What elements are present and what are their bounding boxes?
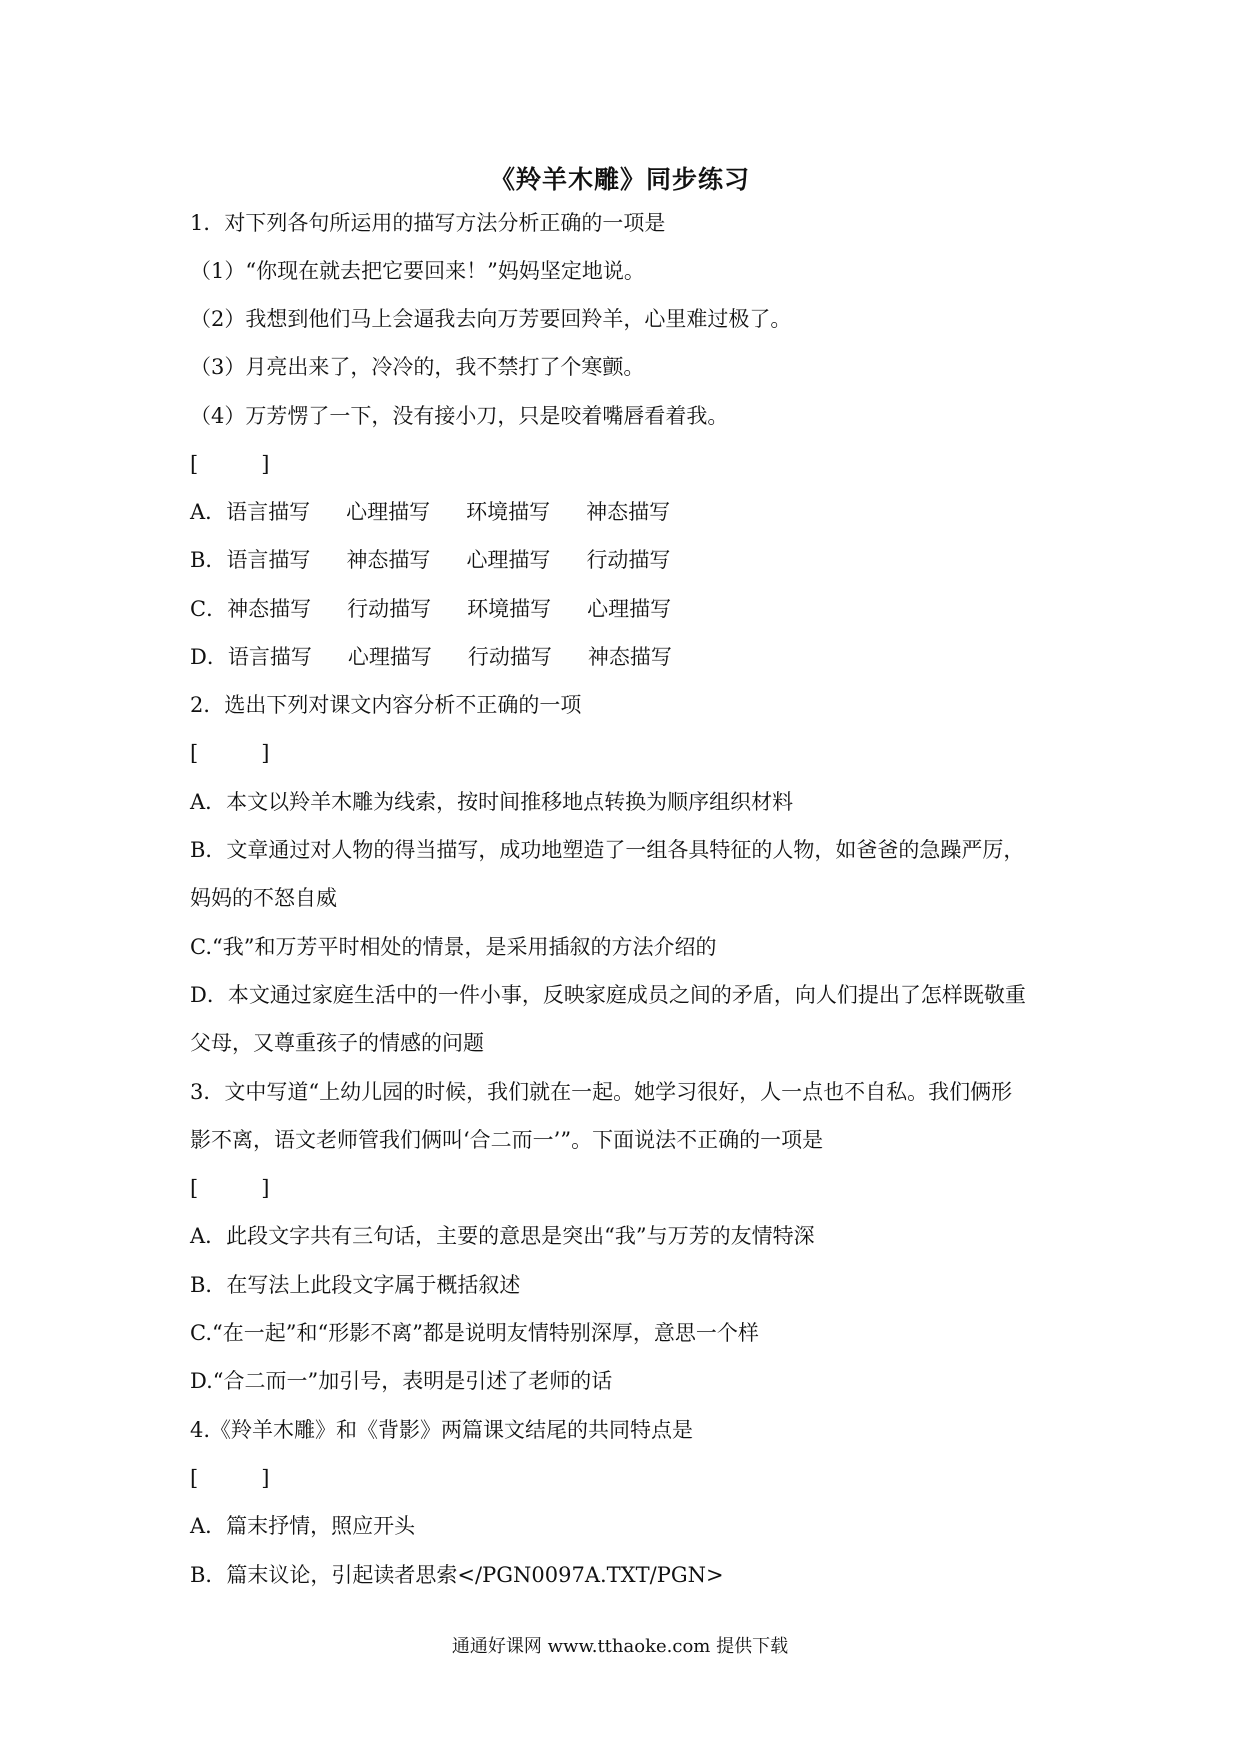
q1-option-a	[190, 497, 1070, 527]
option-item: 环境描写	[467, 597, 552, 621]
option-item: 语言描写	[227, 645, 312, 669]
page-title: 《羚羊木雕》同步练习	[489, 165, 750, 194]
option-letter: D．	[190, 645, 228, 669]
q3-option-c: C.“在一起”和“形影不离”都是说明友情特别深厚，意思一个样	[190, 1321, 759, 1345]
option-item: 语言描写	[226, 548, 311, 572]
option-item: 语言描写	[226, 500, 311, 524]
option-item: 行动描写	[586, 548, 671, 572]
q2-option-b-line1: B．文章通过对人物的得当描写，成功地塑造了一组各具特征的人物，如爸爸的急躁严厉，	[190, 838, 1025, 862]
q4-option-a: A．篇末抒情，照应开头	[190, 1514, 416, 1538]
q3-option-a: A．此段文字共有三句话，主要的意思是突出“我”与万芳的友情特深	[190, 1224, 815, 1248]
q1-option-b	[190, 545, 1070, 575]
q1-option-d	[190, 642, 1070, 672]
option-item: 心理描写	[587, 597, 672, 621]
option-letter: B．	[190, 548, 227, 572]
q1-sentence-2: （2）我想到他们马上会逼我去向万芳要回羚羊，心里难过极了。	[190, 307, 792, 331]
q4-option-b: B．篇末议论，引起读者思索</PGN0097A.TXT/PGN>	[190, 1563, 724, 1587]
page-footer: 通通好课网 www.tthaoke.com 提供下载	[451, 1636, 789, 1657]
q2-option-b-line2: 妈妈的不怒自威	[190, 886, 337, 910]
option-item: 神态描写	[346, 548, 431, 572]
q2-answer-bracket: [ ]	[190, 741, 270, 765]
q4-answer-bracket: [ ]	[190, 1466, 270, 1490]
q2-stem: 2．选出下列对课文内容分析不正确的一项	[190, 693, 582, 717]
q1-option-c	[190, 594, 1070, 624]
q4-stem: 4.《羚羊木雕》和《背影》两篇课文结尾的共同特点是	[190, 1418, 694, 1442]
option-letter: A．	[190, 500, 227, 524]
q2-option-c: C.“我”和万芳平时相处的情景，是采用插叙的方法介绍的	[190, 935, 717, 959]
q3-stem-line2: 影不离，语文老师管我们俩叫‘合二而一’”。下面说法不正确的一项是	[190, 1128, 824, 1152]
option-letter: C．	[190, 597, 228, 621]
q1-answer-bracket: [ ]	[190, 452, 270, 476]
q1-sentence-1: （1）“你现在就去把它要回来！”妈妈坚定地说。	[190, 259, 645, 283]
q3-option-d: D.“合二而一”加引号，表明是引述了老师的话	[190, 1369, 613, 1393]
option-item: 行动描写	[467, 645, 552, 669]
q1-sentence-3: （3）月亮出来了，冷冷的，我不禁打了个寒颤。	[190, 355, 645, 379]
option-item: 环境描写	[466, 500, 551, 524]
q3-answer-bracket: [ ]	[190, 1176, 270, 1200]
option-item: 神态描写	[586, 500, 671, 524]
option-item: 心理描写	[466, 548, 551, 572]
option-item: 行动描写	[347, 597, 432, 621]
q2-option-a: A．本文以羚羊木雕为线索，按时间推移地点转换为顺序组织材料	[190, 790, 794, 814]
q1-stem: 1．对下列各句所运用的描写方法分析正确的一项是	[190, 211, 666, 235]
option-item: 心理描写	[347, 645, 432, 669]
q3-stem-line1: 3．文中写道“上幼儿园的时候，我们就在一起。她学习很好，人一点也不自私。我们俩形	[190, 1080, 1013, 1104]
q2-option-d-line2: 父母，又尊重孩子的情感的问题	[190, 1031, 484, 1055]
q3-option-b: B．在写法上此段文字属于概括叙述	[190, 1273, 521, 1297]
q2-option-d-line1: D．本文通过家庭生活中的一件小事，反映家庭成员之间的矛盾，向人们提出了怎样既敬重	[190, 983, 1026, 1007]
option-item: 神态描写	[227, 597, 312, 621]
q1-sentence-4: （4）万芳愣了一下，没有接小刀，只是咬着嘴唇看着我。	[190, 404, 729, 428]
option-item: 神态描写	[587, 645, 672, 669]
option-item: 心理描写	[346, 500, 431, 524]
